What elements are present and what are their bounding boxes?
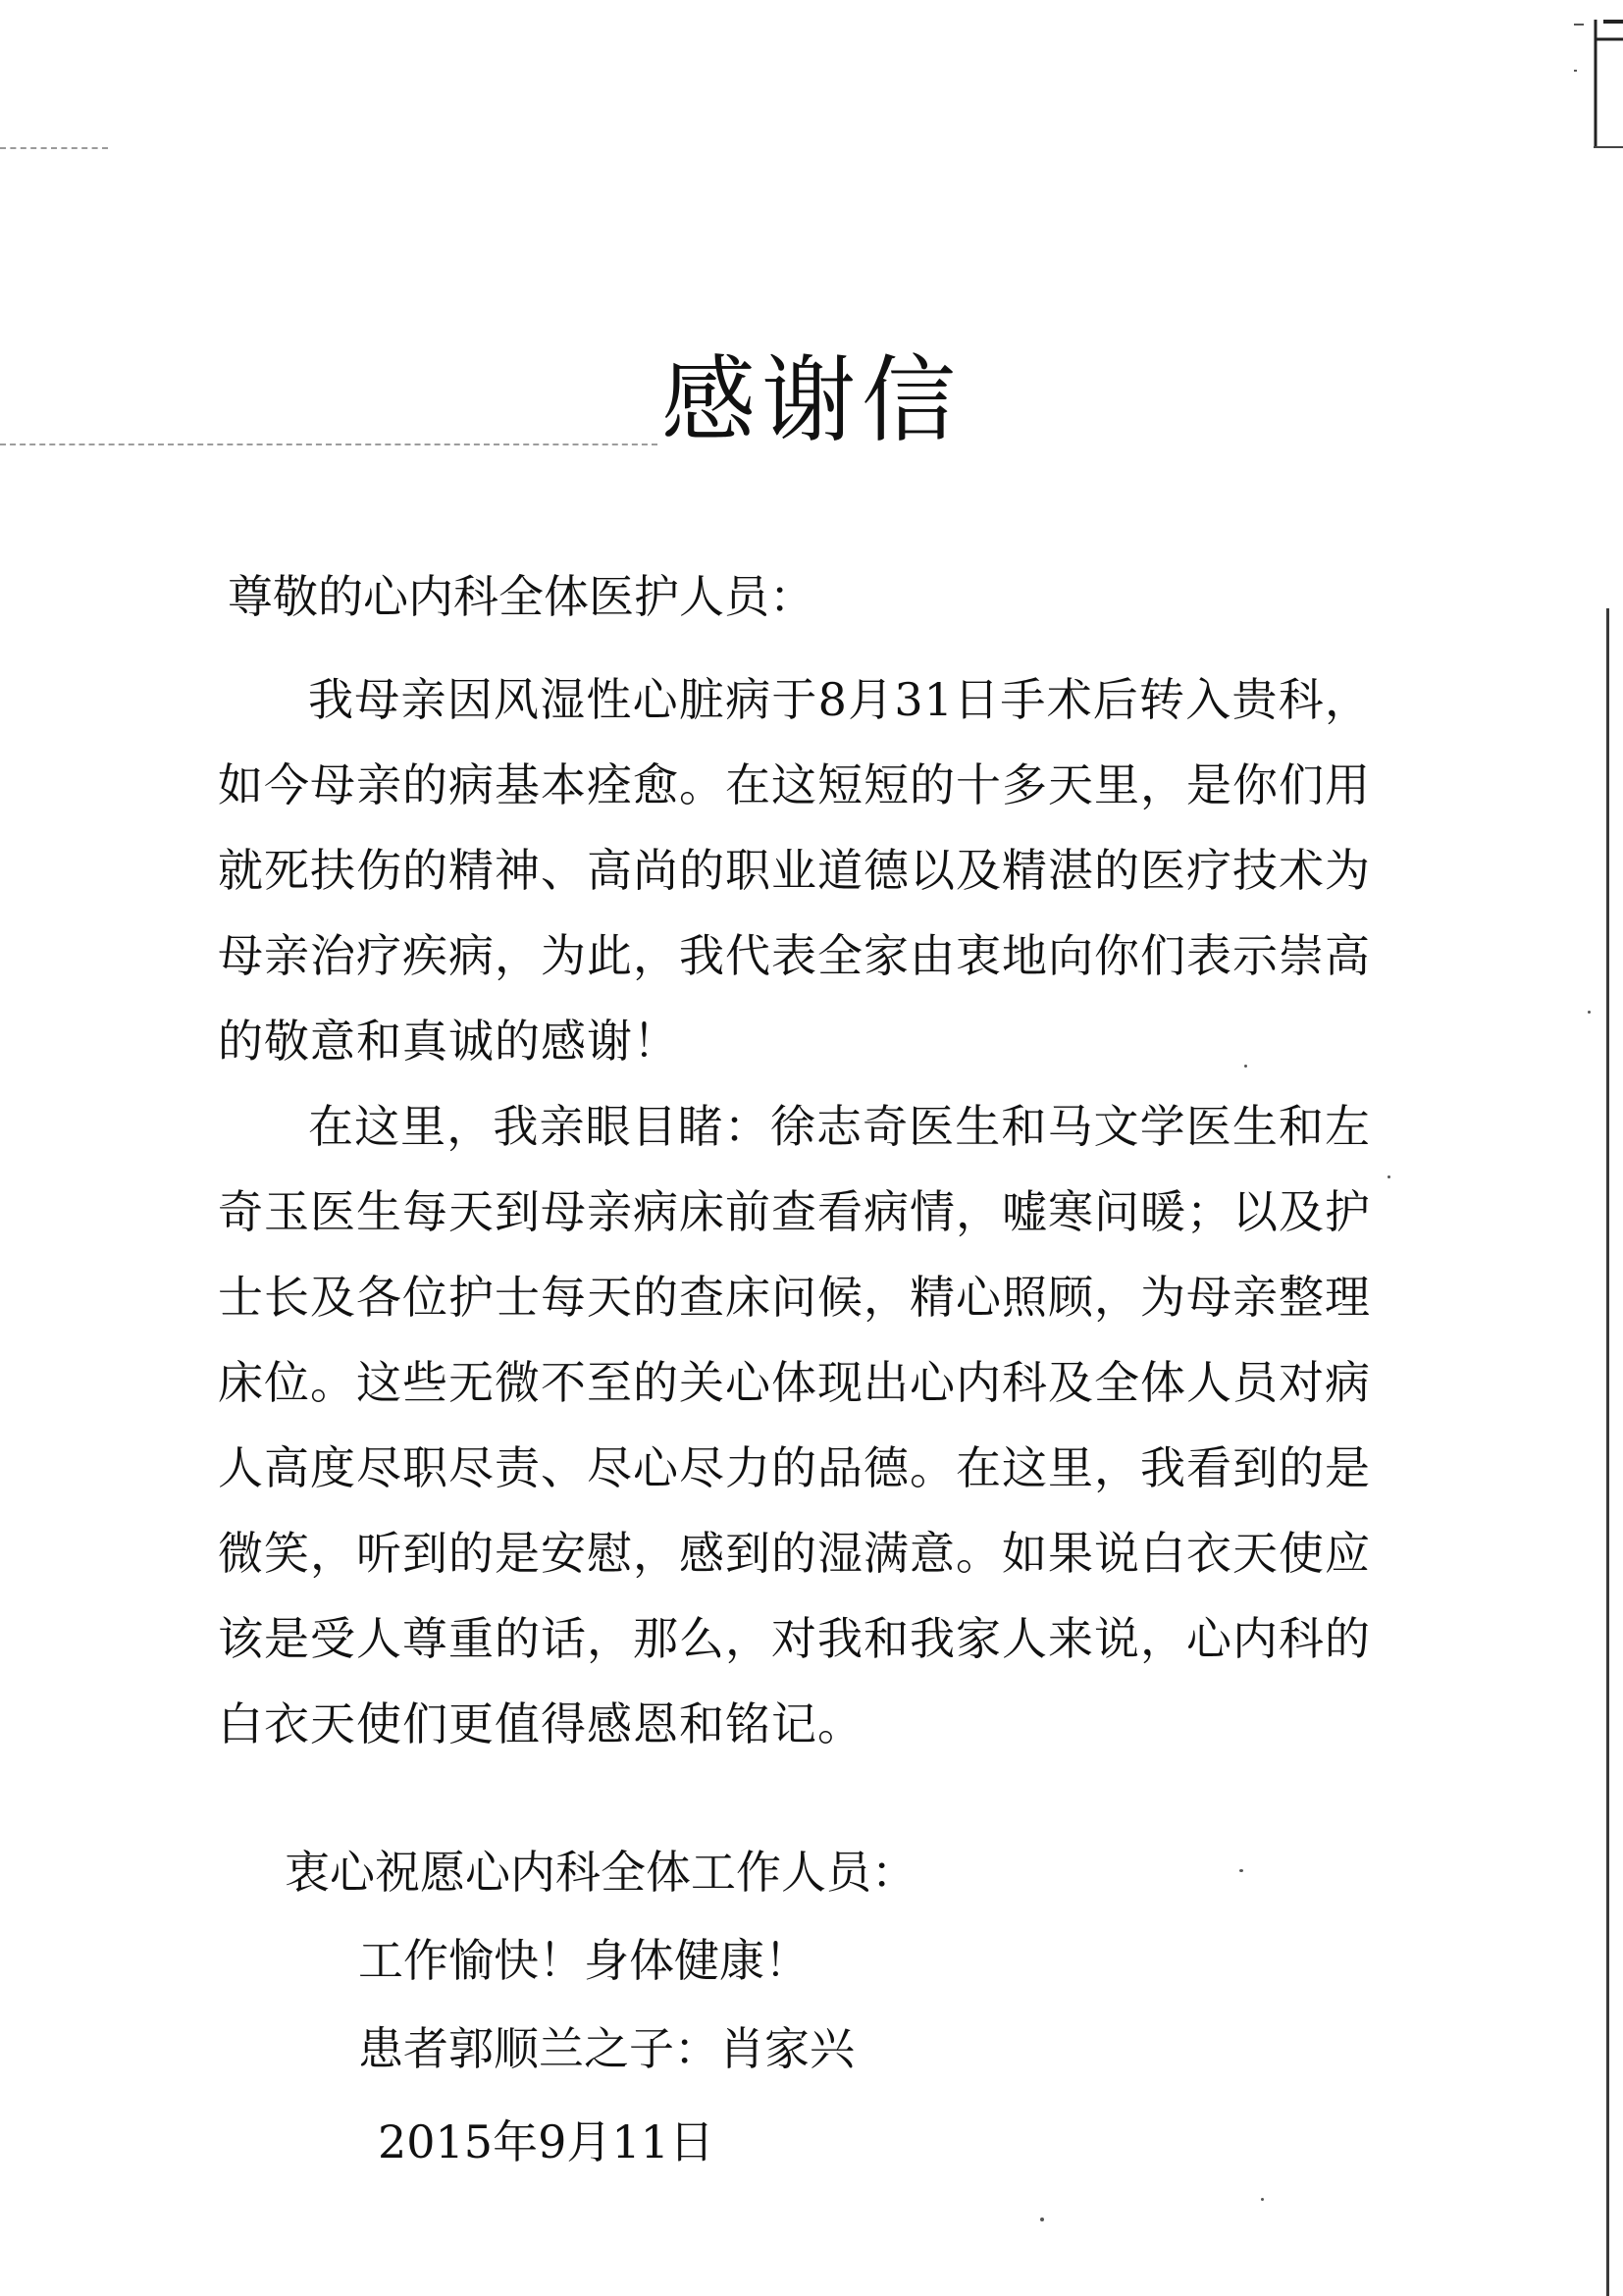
letter-signature: 患者郭顺兰之子：肖家兴 — [358, 2022, 855, 2075]
letter-title: 感谢信 — [661, 345, 962, 455]
scan-page-edge — [1606, 608, 1609, 2296]
scan-speck — [1588, 1011, 1591, 1014]
letter-paragraph: 我母亲因风湿性心脏病于8月31日手术后转入贵科，如今母亲的病基本痊愈。在这短短的十多天里，是你们用就死扶伤的精神、高尚的职业道德以及精湛的医疗技术为母亲治疗疾病，为此，我代表全家由衷地向你们表示崇高的敬意和真诚的感谢！ — [218, 673, 1371, 1068]
scan-speck — [1261, 2198, 1264, 2201]
letter-paragraph: 在这里，我亲眼目睹：徐志奇医生和马文学医生和左奇玉医生每天到母亲病床前查看病情，嘘寒问暖；以及护士长及各位护士每天的查床问候，精心照顾，为母亲整理床位。这些无微不至的关心体现出心内科及全体人员对病人高度尽职尽责、尽心尽力的品德。在这里，我看到的是微笑，听到的是安慰，感到的湿满意。如果说白衣天使应该是受人尊重的话，那么，对我和我家人来说，心内科的白衣天使们更值得感恩和铭记。 — [218, 1100, 1371, 1750]
letter-date: 2015年9月11日 — [378, 2115, 714, 2168]
letter-wish: 工作愉快！身体健康！ — [358, 1934, 810, 1987]
scan-artifact-line — [0, 147, 108, 149]
scan-speck — [1239, 1869, 1243, 1872]
letter-closing: 衷心祝愿心内科全体工作人员： — [285, 1846, 916, 1899]
scan-speck — [1387, 1175, 1390, 1178]
letter-salutation: 尊敬的心内科全体医护人员： — [228, 570, 814, 623]
scan-corner-artifact — [1544, 0, 1623, 177]
scan-speck — [1040, 2218, 1044, 2221]
